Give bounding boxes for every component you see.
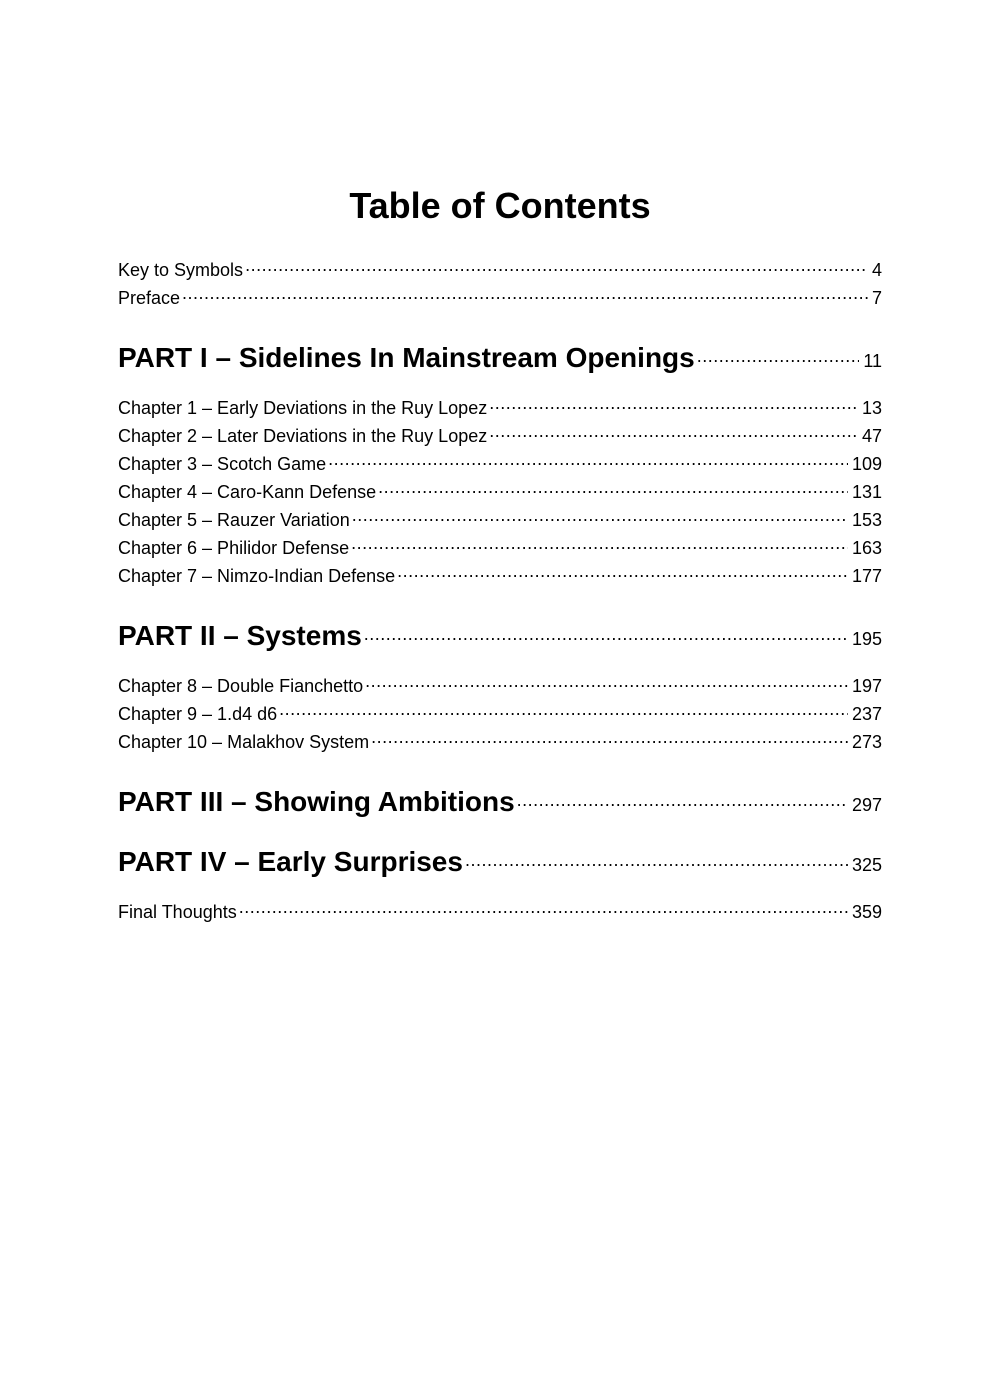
toc-part-page: 297 [851,795,882,815]
toc-entry-page: 163 [851,538,882,558]
dot-leader [239,900,848,918]
toc-entry-label: Chapter 5 – Rauzer Variation [118,510,350,530]
toc-part-1[interactable] [118,338,882,386]
toc-entry-label: Preface [118,288,181,308]
toc-entry-page: 273 [851,732,882,752]
dot-leader [378,480,848,498]
toc-part-4[interactable] [118,842,882,890]
toc-entry-chapter-7[interactable] [118,564,882,592]
dot-leader [364,627,848,645]
dot-leader [697,349,860,367]
toc-entry-page: 359 [851,902,882,922]
toc-entry-label: Chapter 8 – Double Fianchetto [118,676,364,696]
dot-leader [517,793,848,811]
toc-entry-page: 177 [851,566,882,586]
toc-entry-page: 237 [851,704,882,724]
toc-entry-page: 13 [861,398,882,418]
toc-entry-label: Chapter 9 – 1.d4 d6 [118,704,278,724]
toc-entry-chapter-6[interactable] [118,536,882,564]
toc-entry-page: 131 [851,482,882,502]
toc-entry-chapter-9[interactable] [118,702,882,730]
toc-entry-label: Chapter 1 – Early Deviations in the Ruy Lopez [118,398,488,418]
dot-leader [182,286,868,304]
dot-leader [351,536,848,554]
toc-entry-page: 4 [871,260,882,280]
toc-entry-page: 153 [851,510,882,530]
dot-leader [279,702,848,720]
toc-part-label: PART II – Systems [118,620,362,651]
toc-entry-chapter-5[interactable] [118,508,882,536]
toc-part-page: 195 [851,629,882,649]
page-title: Table of Contents [349,185,651,226]
dot-leader [245,258,868,276]
toc-entry-chapter-4[interactable] [118,480,882,508]
toc-entry-key-to-symbols[interactable] [118,258,882,286]
toc-entry-label: Chapter 6 – Philidor Defense [118,538,350,558]
toc-entry-label: Chapter 7 – Nimzo-Indian Defense [118,566,396,586]
toc-entry-final-thoughts[interactable] [118,900,882,928]
toc-part-label: PART IV – Early Surprises [118,846,463,877]
toc-entry-label: Chapter 2 – Later Deviations in the Ruy Lopez [118,426,488,446]
table-of-contents [118,258,882,928]
toc-entry-chapter-3[interactable] [118,452,882,480]
dot-leader [465,853,848,871]
toc-entry-label: Chapter 4 – Caro-Kann Defense [118,482,377,502]
dot-leader [397,564,848,582]
toc-entry-chapter-10[interactable] [118,730,882,758]
toc-part-3[interactable] [118,782,882,830]
toc-part-2[interactable] [118,616,882,664]
toc-entry-label: Chapter 3 – Scotch Game [118,454,327,474]
toc-entry-label: Key to Symbols [118,260,244,280]
toc-entry-label: Chapter 10 – Malakhov System [118,732,370,752]
toc-entry-chapter-8[interactable] [118,674,882,702]
toc-entry-preface[interactable] [118,286,882,314]
dot-leader [371,730,848,748]
dot-leader [328,452,848,470]
toc-part-label: PART III – Showing Ambitions [118,786,515,817]
toc-entry-page: 197 [851,676,882,696]
dot-leader [352,508,848,526]
dot-leader [365,674,848,692]
toc-entry-chapter-1[interactable] [118,396,882,424]
toc-entry-chapter-2[interactable] [118,424,882,452]
dot-leader [489,424,858,442]
dot-leader [489,396,858,414]
toc-entry-page: 7 [871,288,882,308]
toc-entry-label: Final Thoughts [118,902,237,922]
toc-part-page: 11 [863,351,882,371]
toc-entry-page: 47 [861,426,882,446]
toc-part-label: PART I – Sidelines In Mainstream Openings [118,342,695,373]
toc-part-page: 325 [851,855,882,875]
toc-entry-page: 109 [851,454,882,474]
